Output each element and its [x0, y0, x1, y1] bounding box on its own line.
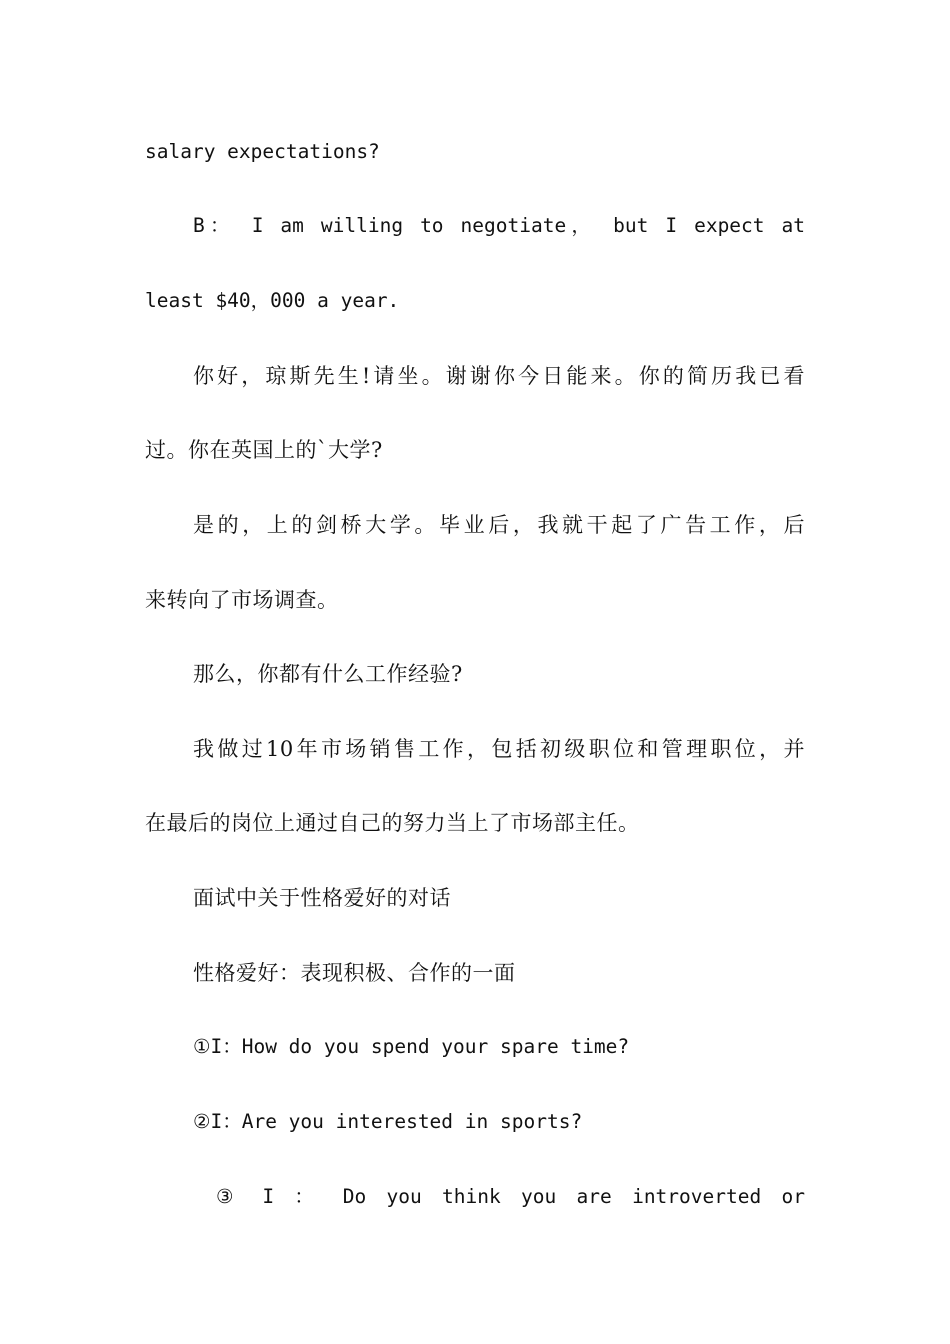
question-line-3: ③ I ： Do you think you are introverted or — [216, 1185, 805, 1208]
text-line-10: 在最后的岗位上通过自己的努力当上了市场部主任。 — [145, 811, 640, 835]
text-line-5: 过。你在英国上的`大学? — [145, 438, 383, 462]
text-line-3: least $40，000 a year. — [145, 289, 400, 312]
question-line-1: ①I：How do you spend your spare time? — [193, 1035, 630, 1058]
text-line-9: 我做过10年市场销售工作，包括初级职位和管理职位，并 — [193, 737, 805, 761]
text-line-1: salary expectations? — [145, 140, 380, 163]
question-line-2: ②I：Are you interested in sports? — [193, 1110, 583, 1133]
text-line-12: 性格爱好：表现积极、合作的一面 — [193, 961, 516, 985]
section-heading: 面试中关于性格爱好的对话 — [193, 886, 451, 910]
text-line-8: 那么，你都有什么工作经验? — [193, 662, 463, 686]
text-line-2: B： I am willing to negotiate， but I expect at — [193, 214, 805, 237]
text-line-7: 来转向了市场调查。 — [145, 588, 339, 612]
text-line-4: 你好，琼斯先生!请坐。谢谢你今日能来。你的简历我已看 — [193, 364, 805, 388]
text-line-6: 是的，上的剑桥大学。毕业后，我就干起了广告工作，后 — [193, 513, 805, 537]
